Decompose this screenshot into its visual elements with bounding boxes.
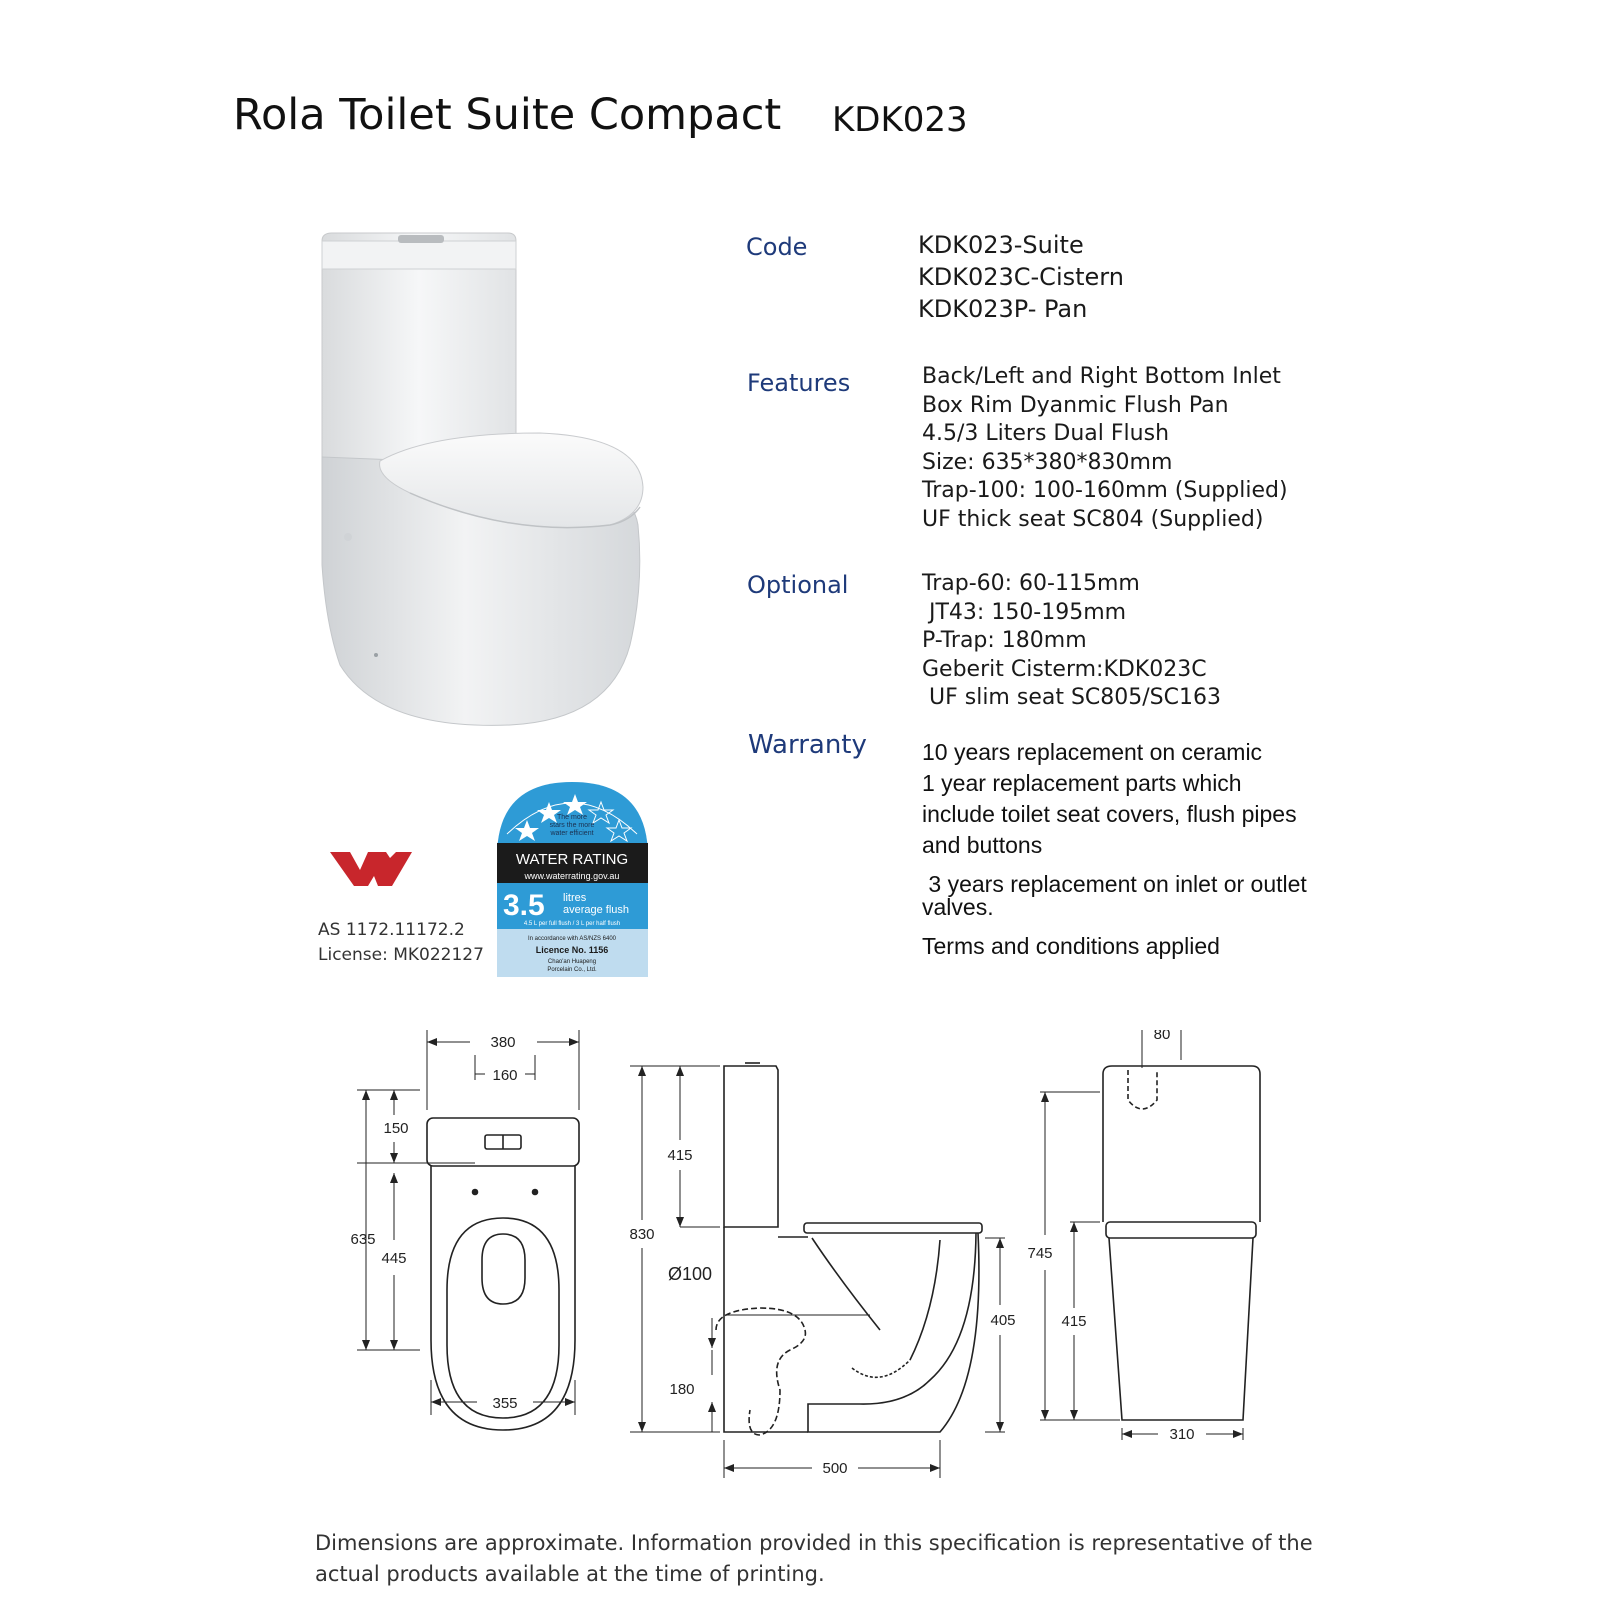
dim-label: 310 <box>1169 1426 1195 1443</box>
features-list <box>922 363 1288 534</box>
rating-tagline-1: The more <box>557 814 587 821</box>
warranty-label: Warranty <box>748 730 867 760</box>
feature-item: Back/Left and Right Bottom Inlet <box>922 364 1281 389</box>
certification-license: License: MK022127 <box>318 945 484 965</box>
dim-label: 380 <box>490 1034 516 1051</box>
features-label: Features <box>747 369 851 397</box>
certification-standard: AS 1172.11172.2 <box>318 920 465 940</box>
optional-item: Trap-60: 60-115mm <box>922 571 1140 596</box>
dim-label: 745 <box>1027 1245 1053 1262</box>
dim-label: 415 <box>667 1147 693 1164</box>
code-item: KDK023C-Cistern <box>918 263 1124 291</box>
dim-label: 80 <box>1153 1030 1171 1043</box>
rating-heading: WATER RATING <box>515 851 629 868</box>
watermark-logo <box>328 848 414 890</box>
dim-label: 150 <box>383 1120 409 1137</box>
rating-detail: 4.5 L per full flush / 3 L per half flush <box>523 921 621 927</box>
rating-licence: Licence No. 1156 <box>535 945 609 955</box>
code-label: Code <box>746 233 808 261</box>
warranty-text <box>922 737 1307 962</box>
warranty-line: and buttons <box>922 832 1043 858</box>
dim-label: 160 <box>492 1067 518 1084</box>
code-item: KDK023-Suite <box>918 231 1084 259</box>
feature-item: UF thick seat SC804 (Supplied) <box>922 506 1264 532</box>
warranty-line: include toilet seat covers, flush pipes <box>922 801 1297 827</box>
dim-label: 355 <box>492 1395 518 1412</box>
rating-maker-2: Porcelain Co., Ltd. <box>547 967 597 973</box>
rating-maker-1: Chao'an Huapeng <box>547 959 597 965</box>
dim-label: 415 <box>1061 1313 1087 1330</box>
dim-label: Ø100 <box>668 1264 713 1284</box>
dim-label: 180 <box>669 1381 695 1398</box>
certification-text <box>318 918 484 968</box>
dim-label: 830 <box>629 1226 655 1243</box>
code-item: KDK023P- Pan <box>918 295 1088 323</box>
rating-value: 3.5 <box>503 889 545 922</box>
feature-item: Box Rim Dyanmic Flush Pan <box>922 392 1229 418</box>
warranty-line: 1 year replacement parts which <box>922 770 1242 796</box>
warranty-line: valves. <box>922 894 994 920</box>
rating-tagline-3: water efficient <box>550 830 594 837</box>
model-number: KDK023 <box>832 100 968 140</box>
optional-item: Geberit Cisterm:KDK023C <box>922 656 1207 682</box>
dim-label: 635 <box>350 1231 376 1248</box>
dim-label: 500 <box>822 1460 848 1477</box>
disclaimer-line: Dimensions are approximate. Information provided in this specification is representative of the <box>315 1531 1313 1555</box>
optional-item: JT43: 150-195mm <box>922 599 1127 625</box>
feature-item: Size: 635*380*830mm <box>922 449 1173 475</box>
warranty-line: 10 years replacement on ceramic <box>922 739 1263 765</box>
code-list <box>918 229 1124 325</box>
product-title: Rola Toilet Suite Compact <box>233 90 782 140</box>
rating-accordance: In accordance with AS/NZS 6400 <box>527 936 617 942</box>
water-rating-label <box>497 782 648 977</box>
optional-label: Optional <box>747 571 849 599</box>
technical-drawing <box>0 1030 1600 1490</box>
warranty-line: Terms and conditions applied <box>922 933 1220 959</box>
back-view-drawing <box>1040 1030 1260 1440</box>
optional-item: P-Trap: 180mm <box>922 628 1087 653</box>
toilet-photo <box>310 225 660 745</box>
rating-url: www.waterrating.gov.au <box>524 871 620 881</box>
dim-label: 445 <box>381 1250 407 1267</box>
dim-label: 405 <box>990 1312 1016 1329</box>
disclaimer <box>315 1528 1313 1590</box>
warranty-line: 3 years replacement on inlet or outlet <box>922 871 1307 897</box>
top-view-drawing <box>357 1030 579 1430</box>
optional-list <box>922 570 1221 713</box>
feature-item: Trap-100: 100-160mm (Supplied) <box>922 478 1288 503</box>
rating-unit-2: average flush <box>563 904 630 916</box>
rating-tagline-2: stars the more <box>549 822 595 829</box>
optional-item: UF slim seat SC805/SC163 <box>922 685 1221 710</box>
disclaimer-line: actual products available at the time of printing. <box>315 1562 825 1586</box>
feature-item: 4.5/3 Liters Dual Flush <box>922 421 1170 446</box>
rating-unit-1: litres <box>563 892 587 904</box>
